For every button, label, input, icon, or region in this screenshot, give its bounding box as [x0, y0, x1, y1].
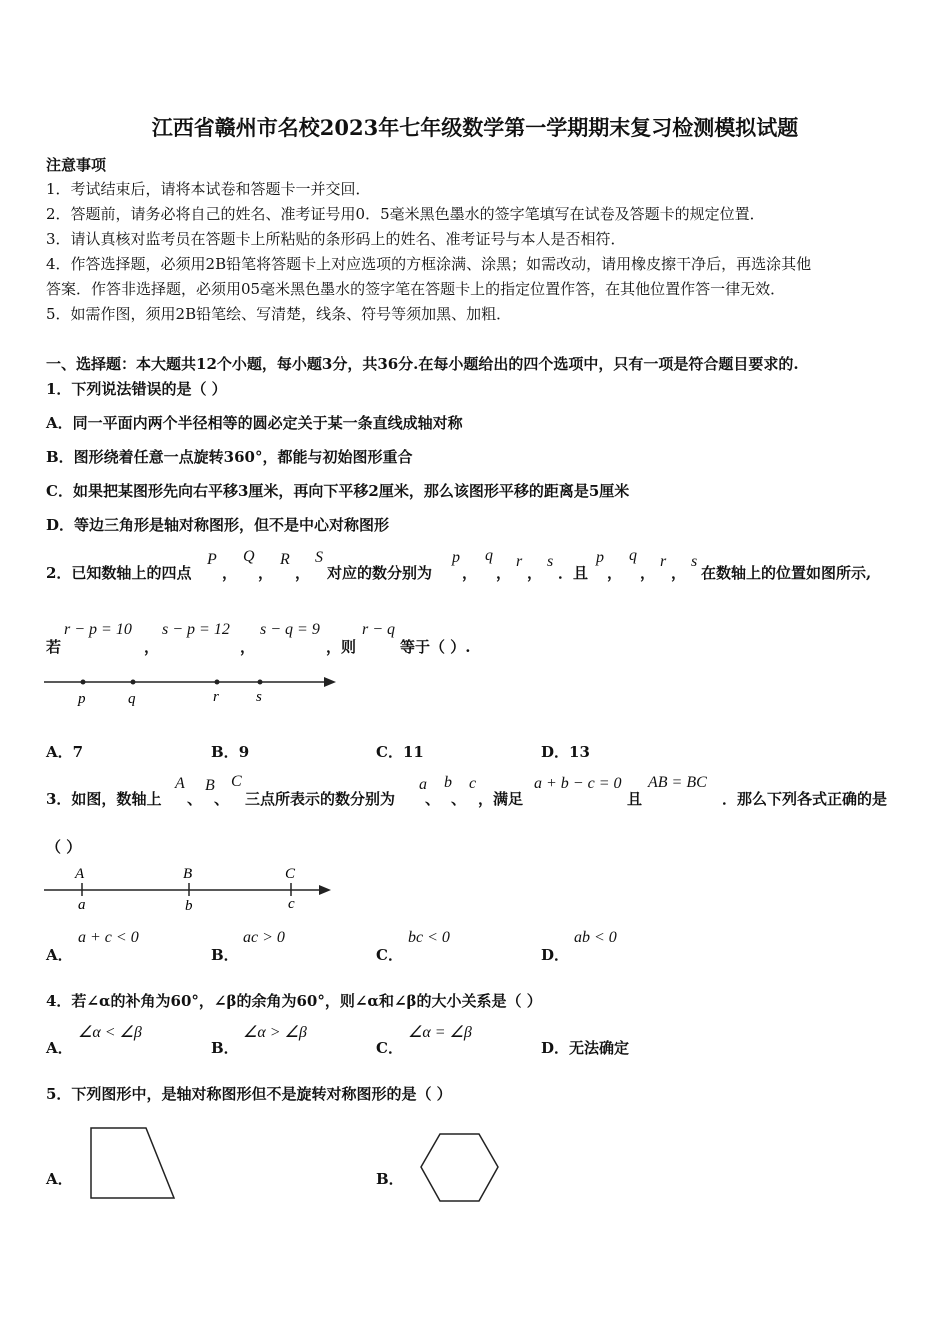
q2-text-5: 若	[46, 638, 62, 656]
q2-point-s: S	[315, 549, 323, 566]
q2-var-q: q	[629, 547, 637, 564]
point-q	[131, 680, 136, 685]
q3-option-c-value: bc < 0	[408, 929, 450, 946]
q4-option-d: D．无法确定	[541, 1039, 630, 1057]
axis-bottom-label: b	[185, 898, 193, 914]
q2-comma: ，	[258, 564, 274, 582]
trapezoid-figure	[86, 1124, 180, 1204]
q3-separator: 、	[425, 790, 441, 808]
q2-comma: ，	[640, 564, 656, 582]
axis-label: p	[78, 691, 86, 707]
q5-option-b-label: B．	[376, 1170, 404, 1188]
q3-text-3: ，满足	[478, 790, 524, 808]
q2-comma: ，	[295, 564, 311, 582]
axis-bottom-label: c	[288, 896, 295, 912]
q3-option-c-label: C．	[376, 946, 403, 964]
axis-top-label: A	[75, 866, 85, 882]
point-s	[258, 680, 263, 685]
q4-option-a-value: ∠α < ∠β	[78, 1024, 142, 1041]
notice-item: 5．如需作图，须用2B铅笔绘、写清楚，线条、符号等须加黑、加粗．	[46, 305, 512, 323]
q1-option-a: A．同一平面内两个半径相等的圆必定关于某一条直线成轴对称	[46, 414, 463, 432]
q2-var-s: s	[547, 553, 554, 570]
q2-point-q: Q	[243, 548, 255, 565]
q2-comma: ，	[222, 564, 238, 582]
q2-text-1: 2．已知数轴上的四点	[46, 564, 192, 582]
arrow-icon	[319, 885, 331, 895]
q3-text-4: 且	[627, 790, 643, 808]
question-5-stem: 5．下列图形中，是轴对称图形但不是旋转对称图形的是（ ）	[46, 1085, 452, 1103]
q1-option-d: D．等边三角形是轴对称图形，但不是中心对称图形	[46, 516, 390, 534]
q3-point-a: A	[175, 775, 185, 792]
q2-point-p: P	[207, 551, 217, 568]
q1-option-c: C．如果把某图形先向右平移3厘米，再向下平移2厘米，那么该图形平移的距离是5厘米	[46, 482, 630, 500]
section-heading: 一、选择题：本大题共12个小题，每小题3分，共36分.在每小题给出的四个选项中，只有一项是符合题目要求的.	[46, 355, 799, 373]
q4-option-b-label: B．	[211, 1039, 239, 1057]
q3-option-a-value: a + c < 0	[78, 929, 139, 946]
arrow-icon	[324, 677, 336, 687]
q3-separator: 、	[187, 790, 203, 808]
q3-option-d-label: D．	[541, 946, 570, 964]
axis-label: q	[128, 691, 136, 707]
page-title: 江西省赣州市名校2023年七年级数学第一学期期末复习检测模拟试题	[151, 115, 799, 140]
point-p	[81, 680, 86, 685]
axis-label: r	[213, 689, 219, 705]
q3-option-b-value: ac > 0	[243, 929, 285, 946]
q3-option-b-label: B．	[211, 946, 239, 964]
q3-equation-2: AB = BC	[648, 774, 707, 791]
q2-equation-4: r − q	[362, 621, 396, 638]
q3-option-d-value: ab < 0	[574, 929, 617, 946]
notice-item: 4．作答选择题，必须用2B铅笔将答题卡上对应选项的方框涂满、涂黑；如需改动，请用橡皮擦干净后，再选涂其他	[46, 255, 812, 273]
q3-text-5: ．那么下列各式正确的是	[722, 790, 888, 808]
q3-text-6: （ ）	[46, 838, 82, 856]
q3-var-c: c	[469, 775, 477, 792]
q4-option-b-value: ∠α > ∠β	[243, 1024, 307, 1041]
q2-option-c: C．11	[376, 743, 424, 761]
q2-comma: ，	[527, 564, 543, 582]
q2-equation-3: s − q = 9	[260, 621, 320, 638]
axis-bottom-label: a	[78, 897, 86, 913]
q3-var-a: a	[419, 776, 427, 793]
q2-var-q: q	[485, 547, 493, 564]
q2-equation-1: r − p = 10	[64, 621, 132, 638]
q2-number-line	[40, 670, 350, 710]
q5-option-a-label: A．	[46, 1170, 73, 1188]
q2-text-6: ，则	[326, 638, 357, 656]
q3-equation-1: a + b − c = 0	[534, 775, 622, 792]
point-r	[215, 680, 220, 685]
q3-var-b: b	[444, 774, 452, 791]
q2-comma: ，	[462, 564, 478, 582]
question-4-stem: 4．若∠α的补角为60°，∠β的余角为60°，则∠α和∠β的大小关系是（ ）	[46, 992, 542, 1010]
q2-point-r: R	[280, 551, 290, 568]
q2-text-2: 对应的数分别为	[327, 564, 433, 582]
q2-option-b: B．9	[211, 743, 250, 761]
question-1-stem: 1．下列说法错误的是（ ）	[46, 380, 227, 398]
q4-option-a-label: A．	[46, 1039, 73, 1057]
notice-item: 1．考试结束后，请将本试卷和答题卡一并交回．	[46, 180, 371, 198]
q3-point-b: B	[205, 777, 215, 794]
q2-var-s: s	[691, 553, 698, 570]
q3-text-2: 三点所表示的数分别为	[245, 790, 396, 808]
q2-comma: ，	[144, 638, 160, 656]
q2-option-a: A．7	[46, 743, 84, 761]
q3-point-c: C	[231, 773, 242, 790]
q2-var-p: p	[452, 549, 460, 566]
q3-option-a-label: A．	[46, 946, 73, 964]
q1-option-b: B．图形绕着任意一点旋转360°，都能与初始图形重合	[46, 448, 413, 466]
q2-text-4: 在数轴上的位置如图所示,	[701, 564, 872, 582]
q2-text-7: 等于（ ）.	[400, 638, 471, 656]
q4-option-c-value: ∠α = ∠β	[408, 1024, 472, 1041]
q2-comma: ，	[671, 564, 687, 582]
notice-item: 答案．作答非选择题，必须用05毫米黑色墨水的签字笔在答题卡上的指定位置作答，在其他位置作答一律无效．	[46, 280, 786, 298]
q3-text-1: 3．如图，数轴上	[46, 790, 162, 808]
notice-heading: 注意事项	[46, 156, 107, 174]
q2-equation-2: s − p = 12	[162, 621, 230, 638]
q2-option-d: D．13	[541, 743, 590, 761]
q3-separator: 、	[214, 790, 230, 808]
q2-var-p: p	[596, 549, 604, 566]
axis-label: s	[256, 689, 262, 705]
q4-option-c-label: C．	[376, 1039, 403, 1057]
q2-comma: ，	[240, 638, 256, 656]
q2-comma: ，	[496, 564, 512, 582]
axis-top-label: B	[183, 866, 193, 882]
q2-var-r: r	[660, 553, 667, 570]
notice-item: 2．答题前，请务必将自己的姓名、准考证号用0．5毫米黑色墨水的签字笔填写在试卷及答题卡的规定位置．	[46, 205, 765, 223]
axis-top-label: C	[285, 866, 296, 882]
q3-number-line	[40, 862, 340, 914]
q2-var-r: r	[516, 553, 523, 570]
q3-separator: 、	[451, 790, 467, 808]
notice-item: 3．请认真核对监考员在答题卡上所粘贴的条形码上的姓名、准考证号与本人是否相符．	[46, 230, 626, 248]
q2-comma: ，	[607, 564, 623, 582]
q2-text-3: ．且	[558, 564, 589, 582]
hexagon-figure	[418, 1130, 502, 1206]
